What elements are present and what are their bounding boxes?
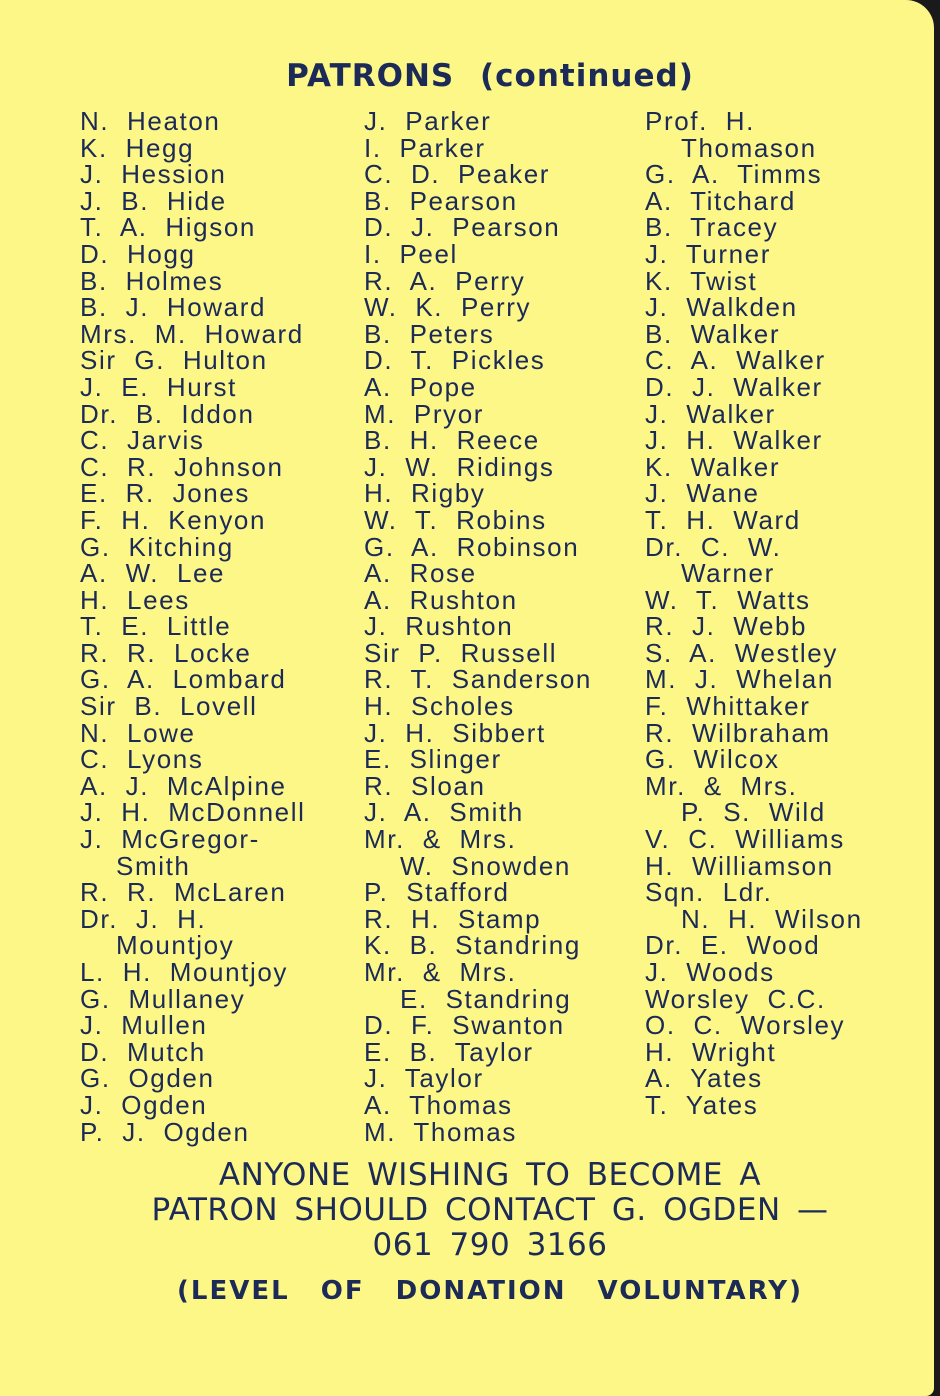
page-title: PATRONS (continued) <box>286 58 694 94</box>
patron-name: A. Rushton <box>364 584 518 615</box>
patron-name: G. A. Lombard <box>80 664 287 695</box>
patron-name: J. A. Smith <box>364 797 524 828</box>
patron-name: J. Walker <box>645 398 776 429</box>
patron-name: G. Wilcox <box>645 744 780 775</box>
patron-name: D. F. Swanton <box>364 1010 565 1041</box>
patron-name: H. Scholes <box>364 691 515 722</box>
patron-name: E. Slinger <box>364 744 502 775</box>
patron-name: Mr. & Mrs. <box>364 824 517 855</box>
contact-line-2: PATRON SHOULD CONTACT G. OGDEN — <box>151 1192 829 1228</box>
patron-name: I. Parker <box>364 132 486 163</box>
patron-name: B. Peters <box>364 318 495 349</box>
patron-name: G. A. Timms <box>645 159 823 190</box>
patron-name: D. Mutch <box>80 1036 206 1067</box>
patron-name: C. A. Walker <box>645 345 826 376</box>
patron-name: Worsley C.C. <box>645 983 826 1014</box>
patron-name: A. Thomas <box>364 1089 513 1120</box>
patron-name: A. J. McAlpine <box>80 770 287 801</box>
patrons-column-2 <box>364 108 592 1145</box>
patron-name: D. J. Pearson <box>364 212 561 243</box>
patron-name: A. Pope <box>364 371 477 402</box>
patron-name: N. H. Wilson <box>681 903 863 934</box>
patron-name: Dr. C. W. <box>645 531 782 562</box>
patron-name: D. T. Pickles <box>364 345 546 376</box>
patron-name: J. W. Ridings <box>364 451 555 482</box>
patron-name: R. Wilbraham <box>645 717 831 748</box>
patron-name: D. J. Walker <box>645 371 823 402</box>
patron-name: P. S. Wild <box>681 797 826 828</box>
patron-name: H. Wright <box>645 1036 777 1067</box>
patrons-column-3 <box>645 108 863 1119</box>
patron-name: J. McGregor- <box>80 824 260 855</box>
patron-name: R. R. McLaren <box>80 877 287 908</box>
patron-name: J. Mullen <box>80 1010 208 1041</box>
contact-line-1: ANYONE WISHING TO BECOME A <box>218 1157 762 1193</box>
patron-name: E. R. Jones <box>80 478 250 509</box>
patron-name: Sir P. Russell <box>364 637 558 668</box>
patron-name: O. C. Worsley <box>645 1010 846 1041</box>
patron-name: J. Ogden <box>80 1089 208 1120</box>
patron-name: J. Turner <box>645 238 771 269</box>
patron-name: T. A. Higson <box>80 212 256 243</box>
patron-name: Mr. & Mrs. <box>364 957 517 987</box>
patron-name: K. B. Standring <box>364 930 581 961</box>
patron-name: Thomason <box>681 132 817 163</box>
patron-name: T. E. Little <box>80 611 232 642</box>
patron-name: J. H. Sibbert <box>364 717 546 748</box>
patron-name: W. Snowden <box>400 850 571 881</box>
patron-name: W. K. Perry <box>364 292 532 323</box>
patron-name: C. Jarvis <box>80 425 205 456</box>
patron-name: R. H. Stamp <box>364 903 542 934</box>
patron-name: S. A. Westley <box>645 637 838 668</box>
patron-name: G. Ogden <box>80 1063 215 1094</box>
patron-name: T. H. Ward <box>645 504 801 535</box>
patron-name: C. R. Johnson <box>80 451 284 482</box>
patrons-column-1 <box>80 108 306 1145</box>
patron-name: C. Lyons <box>80 744 204 775</box>
patron-name: P. Stafford <box>364 877 510 908</box>
patron-name: R. Sloan <box>364 770 486 801</box>
patron-name: J. Woods <box>645 957 775 987</box>
patron-name: Dr. B. Iddon <box>80 398 255 429</box>
patron-name: N. Lowe <box>80 717 196 748</box>
patron-name: K. Twist <box>645 265 758 296</box>
patron-name: G. Kitching <box>80 531 234 562</box>
patron-name: M. Pryor <box>364 398 485 429</box>
patron-name: B. Tracey <box>645 212 779 243</box>
patron-name: K. Hegg <box>80 132 195 163</box>
patron-name: J. H. McDonnell <box>80 797 306 828</box>
patron-name: Dr. E. Wood <box>645 930 821 961</box>
patron-name: E. B. Taylor <box>364 1036 534 1067</box>
patron-name: Prof. H. <box>645 106 755 136</box>
patron-name: A. Yates <box>645 1063 763 1094</box>
patron-name: Sqn. Ldr. <box>645 877 773 908</box>
patron-name: F. Whittaker <box>645 691 811 722</box>
patron-name: J. Hession <box>80 159 227 190</box>
patron-name: A. Titchard <box>645 185 796 216</box>
patron-name: E. Standring <box>400 983 572 1014</box>
patron-name: K. Walker <box>645 451 781 482</box>
patron-name: N. Heaton <box>80 106 221 136</box>
donation-note: (LEVEL OF DONATION VOLUNTARY) <box>177 1276 803 1306</box>
patron-name: P. J. Ogden <box>80 1116 250 1147</box>
patron-name: B. Holmes <box>80 265 224 296</box>
patron-name: B. J. Howard <box>80 292 267 323</box>
patron-name: T. Yates <box>645 1089 759 1120</box>
patron-name: B. Walker <box>645 318 781 349</box>
patron-name: B. Pearson <box>364 185 518 216</box>
patron-name: I. Peel <box>364 238 458 269</box>
patron-name: C. D. Peaker <box>364 159 551 190</box>
patron-name: Sir G. Hulton <box>80 345 268 376</box>
patron-name: R. A. Perry <box>364 265 526 296</box>
patron-name: D. Hogg <box>80 238 196 269</box>
patron-name: H. Rigby <box>364 478 486 509</box>
patron-name: H. Williamson <box>645 850 834 881</box>
patron-name: A. W. Lee <box>80 558 226 589</box>
patron-name: R. T. Sanderson <box>364 664 592 695</box>
patron-name: J. H. Walker <box>645 425 823 456</box>
patron-name: Smith <box>116 850 191 881</box>
patron-name: J. B. Hide <box>80 185 227 216</box>
patron-name: M. J. Whelan <box>645 664 834 695</box>
patron-name: Mountjoy <box>116 930 235 961</box>
patron-name: W. T. Robins <box>364 504 547 535</box>
patron-name: W. T. Watts <box>645 584 811 615</box>
patron-name: L. H. Mountjoy <box>80 957 289 987</box>
patron-name: Sir B. Lovell <box>80 691 258 722</box>
patron-name: F. H. Kenyon <box>80 504 267 535</box>
patron-name: H. Lees <box>80 584 190 615</box>
patron-name: Dr. J. H. <box>80 903 207 934</box>
patron-name: J. E. Hurst <box>80 371 237 402</box>
contact-phone: 061 790 3166 <box>372 1227 608 1263</box>
patron-name: A. Rose <box>364 558 477 589</box>
patron-name: J. Parker <box>364 106 492 136</box>
patron-name: Mrs. M. Howard <box>80 318 304 349</box>
patron-name: B. H. Reece <box>364 425 540 456</box>
patron-name: V. C. Williams <box>645 824 845 855</box>
patron-name: G. A. Robinson <box>364 531 580 562</box>
patron-name: R. R. Locke <box>80 637 252 668</box>
patron-name: R. J. Webb <box>645 611 808 642</box>
patron-name: G. Mullaney <box>80 983 246 1014</box>
patron-name: J. Wane <box>645 478 760 509</box>
patron-name: Mr. & Mrs. <box>645 770 798 801</box>
patron-name: J. Rushton <box>364 611 514 642</box>
patron-name: J. Walkden <box>645 292 798 323</box>
patron-name: J. Taylor <box>364 1063 484 1094</box>
patron-name: Warner <box>681 558 775 589</box>
patron-name: M. Thomas <box>364 1116 517 1147</box>
